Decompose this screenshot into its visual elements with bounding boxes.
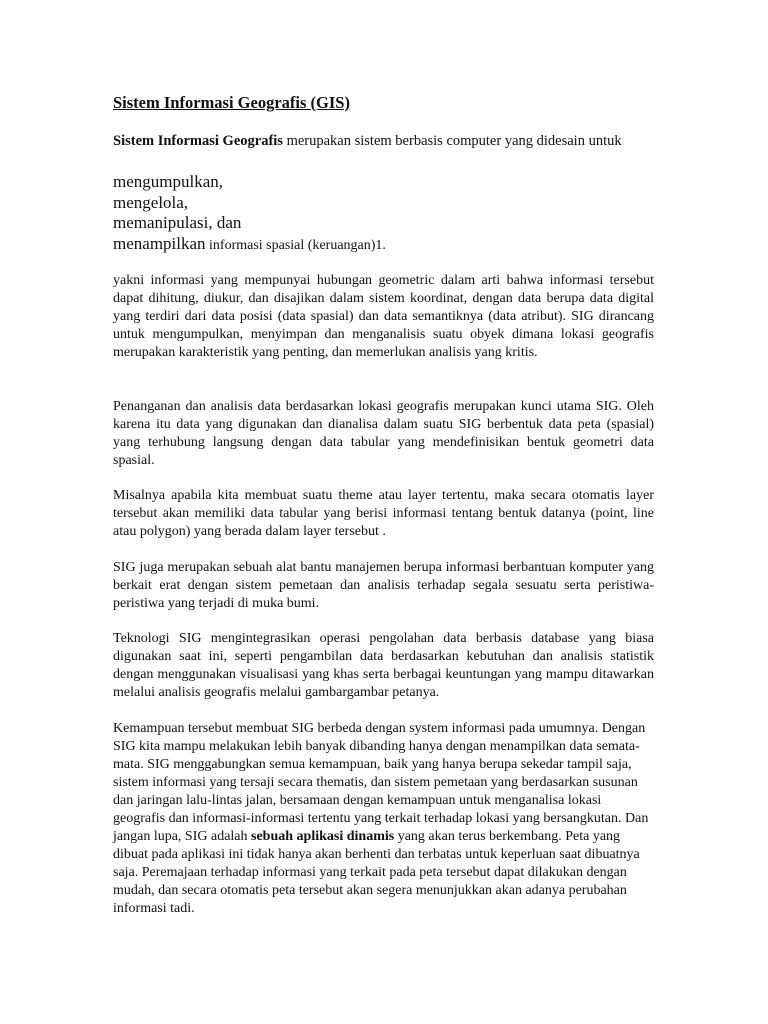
- paragraph-6: [113, 720, 654, 918]
- verb-item: memanipulasi, dan: [113, 213, 242, 232]
- verb-item: mengumpulkan,: [113, 172, 224, 191]
- verb-list: [113, 172, 673, 256]
- intro-sentence: [113, 132, 673, 151]
- verb-item-last: [113, 234, 673, 257]
- paragraph-3: Misalnya apabila kita membuat suatu theme atau layer tertentu, maka secara otomatis layer tersebut akan memiliki data tabular yang berisi informasi tentang bentuk datanya (point, line atau polygon) yang berada dalam layer tersebut .: [113, 488, 654, 539]
- paragraph-1: yakni informasi yang mempunyai hubungan geometric dalam arti bahwa informasi tersebut dapat dihitung, diukur, dan disajikan dalam sistem koordinat, dengan data berupa data digital yang terdiri dari data posisi (data spasial) dan data semantiknya (data atribut). SIG dirancang untuk mengumpulkan, menyimpan dan menganalisis suatu obyek dimana lokasi geografis merupakan karakteristik yang penting, dan memerlukan analisis yang kritis.: [113, 273, 654, 360]
- verb-item: mengelola,: [113, 192, 189, 212]
- verb-item-tail: informasi spasial (keruangan)1.: [205, 237, 386, 253]
- paragraph-4: SIG juga merupakan sebuah alat bantu manajemen berupa informasi berbantuan komputer yang berkait erat dengan sistem pemetaan dan analisis terhadap segala sesuatu serta peristiwa-peristiwa yang terjadi di muka bumi.: [113, 560, 654, 611]
- paragraph-5: Teknologi SIG mengintegrasikan operasi pengolahan data berbasis database yang biasa digunakan saat ini, seperti pengambilan data berdasarkan kebutuhan dan analisis statistik dengan menggunakan visualisasi yang khas serta berbagai keuntungan yang mampu ditawarkan melalui analisis geografis melalui gambargambar petanya.: [113, 631, 654, 700]
- paragraph-6-end: yang akan terus berkembang. Peta yang dibuat pada aplikasi ini tidak hanya akan berhenti dan terbatas untuk keperluan saat dibuatnya saja. Peremajaan terhadap informasi yang terkait pada peta tersebut dapat dilakukan dengan mudah, dan secara otomatis peta tersebut akan segera menunjukkan akan adanya perubahan informasi tadi.: [113, 829, 640, 916]
- intro-bold-term: Sistem Informasi Geografis: [113, 133, 283, 149]
- paragraph-6-start: Kemampuan tersebut membuat SIG berbeda dengan system informasi pada umumnya. Dengan SIG kita mampu melakukan lebih banyak dibanding hanya dengan menampilkan data semata-mata. SIG menggabungkan semua kemampuan, baik yang hanya berupa sekedar tampil saja, sistem informasi yang tersaji secara thematis, dan sistem pemetaan yang berdasarkan susunan dan jaringan lalu-lintas jalan, bersamaan dengan kemampuan untuk menganalisa lokasi geografis dan informasi-informasi tertentu yang terkait terhadap lokasi yang bersangkutan. Dan jangan lupa, SIG adalah: [113, 721, 649, 844]
- verb-item-text: menampilkan: [113, 233, 206, 253]
- paragraph-6-bold: sebuah aplikasi dinamis: [251, 829, 395, 844]
- paragraph-2: Penanganan dan analisis data berdasarkan lokasi geografis merupakan kunci utama SIG. Oleh karena itu data yang digunakan dan dianalisa dalam suatu SIG berbentuk data peta (spasial) yang terhubung langsung dengan data tabular yang mendefinisikan bentuk geometri data spasial.: [113, 399, 654, 468]
- intro-rest: merupakan sistem berbasis computer yang didesain untuk: [282, 133, 622, 149]
- document-title: Sistem Informasi Geografis (GIS): [113, 93, 350, 112]
